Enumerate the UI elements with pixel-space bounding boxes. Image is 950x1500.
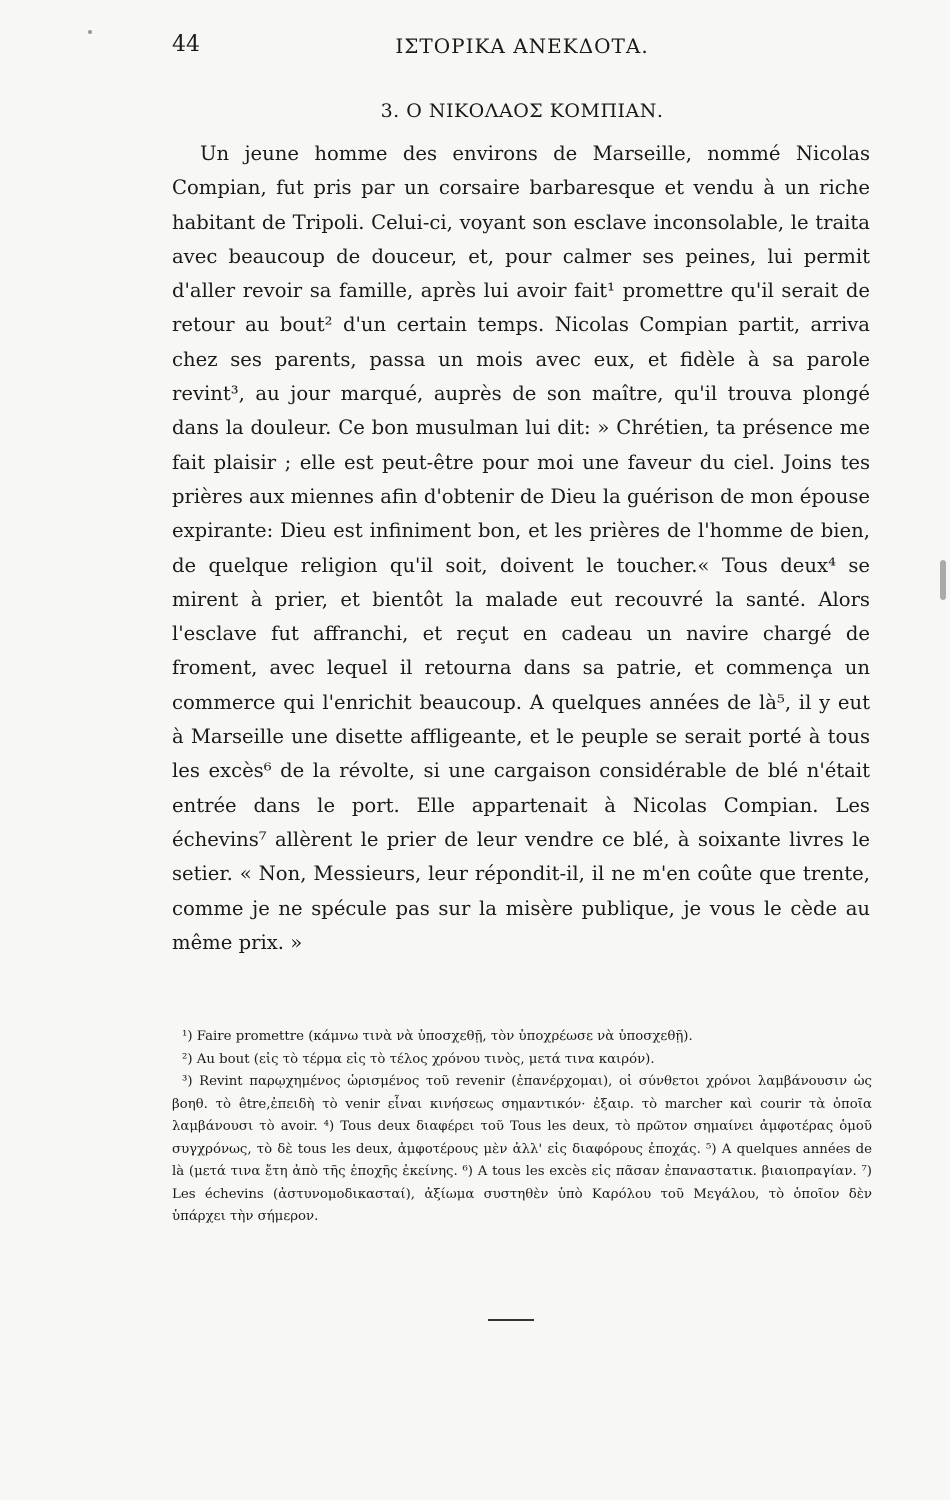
page-number: 44	[172, 32, 200, 57]
scan-speck	[88, 30, 92, 34]
footnotes	[172, 1026, 872, 1229]
body-text	[172, 137, 870, 960]
running-title: ΙΣΤΟΡΙΚΑ ΑΝΕΚΔΟΤΑ.	[395, 34, 649, 58]
end-rule	[488, 1319, 534, 1321]
body-paragraph: Un jeune homme des environs de Marseille, nommé Nicolas Compian, fut pris par un corsaire barbaresque et vendu à un riche habitant de Tripoli. Celui-ci, voyant son esclave inconsolable, le traita avec beaucoup de douceur, et, pour calmer ses peines, lui permit d'aller revoir sa famille, après lui avoir fait¹ promettre qu'il serait de retour au bout² d'un certain temps. Nicolas Compian partit, arriva chez ses parents, passa un mois avec eux, et fidèle à sa parole revint³, au jour marqué, auprès de son maître, qu'il trouva plongé dans la douleur. Ce bon musulman lui dit: » Chrétien, ta présence me fait plaisir ; elle est peut-être pour moi une faveur du ciel. Joins tes prières aux miennes afin d'obtenir de Dieu la guérison de mon épouse expirante: Dieu est infiniment bon, et les prières de l'homme de bien, de quelque religion qu'il soit, doivent le toucher.« Tous deux⁴ se mirent à prier, et bientôt la malade eut recouvré la santé. Alors l'esclave fut affranchi, et reçut en cadeau un navire chargé de froment, avec lequel il retourna dans sa patrie, et commença un commerce qui l'enrichit beaucoup. A quelques années de là⁵, il y eut à Marseille une disette affligeante, et le peuple se serait porté à tous les excès⁶ de la révolte, si une cargaison considérable de blé n'était entrée dans le port. Elle appartenait à Nicolas Compian. Les échevins⁷ allèrent le prier de leur vendre ce blé, à soixante livres le setier. « Non, Messieurs, leur répondit-il, il ne m'en coûte que trente, comme je ne spécule pas sur la misère publique, je vous le cède au même prix. »	[172, 142, 870, 954]
section-title: 3. Ο ΝΙΚΟΛΑΟΣ ΚΟΜΠΙΑΝ.	[380, 100, 664, 122]
footnote-1: ¹) Faire promettre (κάμνω τινὰ νὰ ὑποσχεθῇ, τὸν ὑποχρέωσε νὰ ὑποσχεθῇ).	[182, 1029, 693, 1044]
footnote-3-7: ³) Revint παρῳχημένος ὡρισμένος τοῦ revenir (ἐπανέρχομαι), οἱ σύνθετοι χρόνοι λαμβάνουσιν ὡς βοηθ. τὸ être,ἐπειδὴ τὸ venir εἶναι κινήσεως σημαντικόν· ἐξαιρ. τὸ marcher καὶ courir τὰ ὁποῖα λαμβάνουσι τὸ avoir. ⁴) Tous deux διαφέρει τοῦ Tous les deux, τὸ πρῶτον σημαίνει ἀμφοτέρας ὁμοῦ συγχρόνως, τὸ δὲ tous les deux, ἀμφοτέρους μὲν ἀλλ' εἰς διαφόρους ἐποχάς. ⁵) A quelques années de là (μετά τινα ἔτη ἀπὸ τῆς ἐποχῆς ἐκείνης. ⁶) A tous les excès εἰς πᾶσαν ἐπαναστατικ. βιαιοπραγίαν. ⁷) Les échevins (ἀστυνομοδικασταί), ἀξίωμα συστηθὲν ὑπὸ Καρόλου τοῦ Μεγάλου, τὸ ὁποῖον δὲν ὑπάρχει τὴν σήμερον.	[172, 1074, 872, 1224]
footnote-2: ²) Au bout (εἰς τὸ τέρμα εἰς τὸ τέλος χρόνου τινὸς, μετά τινα καιρόν).	[182, 1051, 655, 1067]
scan-speck	[940, 560, 946, 600]
page-header	[172, 32, 872, 62]
